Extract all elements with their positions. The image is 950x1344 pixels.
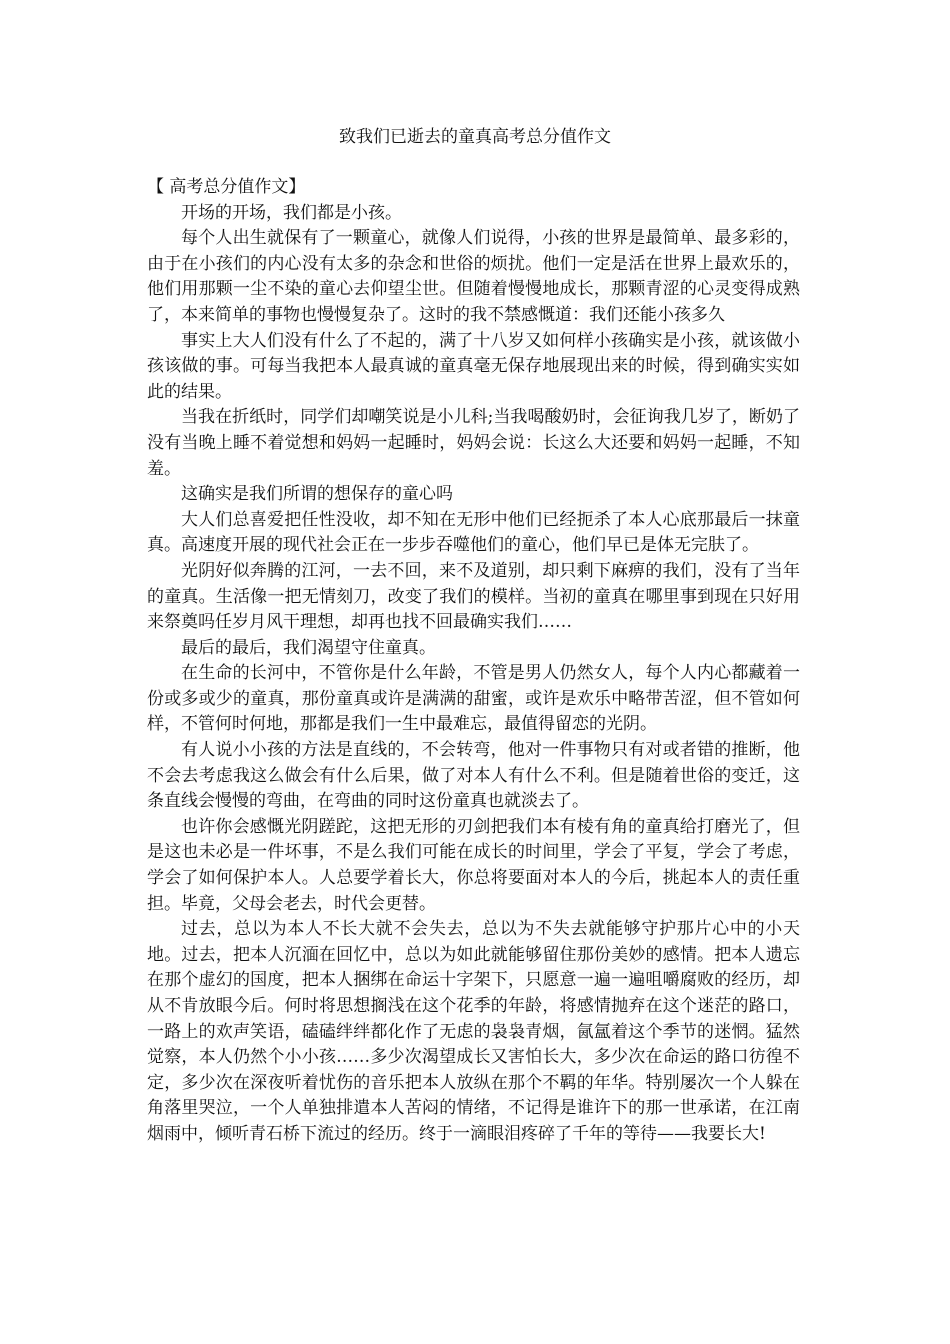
- paragraph-4: 当我在折纸时，同学们却嘲笑说是小儿科;当我喝酸奶时，会征询我几岁了，断奶了没有当晚上睡不着觉想和妈妈一起睡时，妈妈会说：长这么大还要和妈妈一起睡，不知羞。: [147, 407, 800, 479]
- paragraph-7: 光阴好似奔腾的江河，一去不回，来不及道别，却只剩下麻痹的我们，没有了当年的童真。生活像一把无情刻刀，改变了我们的模样。当初的童真在哪里事到现在只好用来祭奠吗任岁月风干理想，却再也找不回最确实我们……: [147, 560, 800, 633]
- document-title: 致我们已逝去的童真高考总分值作文: [339, 127, 611, 147]
- paragraph-10: 有人说小小孩的方法是直线的，不会转弯，他对一件事物只有对或者错的推断，他不会去考虑我这么做会有什么后果，做了对本人有什么不利。但是随着世俗的变迁，这条直线会慢慢的弯曲，在弯曲的同时这份童真也就淡去了。: [147, 740, 800, 812]
- paragraph-2: 每个人出生就保有了一颗童心，就像人们说得，小孩的世界是最简单、最多彩的，由于在小孩们的内心没有太多的杂念和世俗的烦扰。他们一定是活在世界上最欢乐的，他们用那颗一尘不染的童心去仰望尘世。但随着慢慢地成长，那颗青涩的心灵变得成熟了，本来简单的事物也慢慢复杂了。这时的我不禁感慨道：我们还能小孩多久: [147, 228, 800, 325]
- paragraph-3: 事实上大人们没有什么了不起的，满了十八岁又如何样小孩确实是小孩，就该做小孩该做的事。可每当我把本人最真诚的童真毫无保存地展现出来的时候，得到确实实如此的结果。: [147, 330, 800, 402]
- paragraph-6: 大人们总喜爱把任性没收，却不知在无形中他们已经扼杀了本人心底那最后一抹童真。高速度开展的现代社会正在一步步吞噬他们的童心，他们早已是体无完肤了。: [147, 509, 800, 556]
- paragraph-9: 在生命的长河中，不管你是什么年龄，不管是男人仍然女人，每个人内心都藏着一份或多或少的童真，那份童真或许是满满的甜蜜，或许是欢乐中略带苦涩，但不管如何样，不管何时何地，那都是我们一生中最难忘，最值得留恋的光阴。: [147, 663, 800, 735]
- paragraph-8: 最后的最后，我们渴望守住童真。: [181, 637, 436, 658]
- paragraph-12: 过去，总以为本人不长大就不会失去，总以为不失去就能够守护那片心中的小天地。过去，把本人沉湎在回忆中，总以为如此就能够留住那份美妙的感情。把本人遗忘在那个虚幻的国度，把本人捆绑在命运十字架下，只愿意一遍一遍咀嚼腐败的经历，却从不肯放眼今后。何时将思想搁浅在这个花季的年龄，将感情抛弃在这个迷茫的路口，一路上的欢声笑语，磕磕绊绊都化作了无虑的袅袅青烟，氤氲着这个季节的迷惘。猛然觉察，本人仍然个小小孩……多少次渴望成长又害怕长大，多少次在命运的路口彷徨不定，多少次在深夜听着忧伤的音乐把本人放纵在那个不羁的年华。特别屡次一个人躲在角落里哭泣，一个人单独排遣本人苦闷的情绪，不记得是谁许下的那一世承诺，在江南烟雨中，倾听青石桥下流过的经历。终于一滴眼泪疼碎了千年的等待——我要长大!: [147, 919, 800, 1144]
- section-label: 【 高考总分值作文】: [147, 177, 306, 197]
- document-body: [147, 175, 800, 1148]
- paragraph-1: 开场的开场，我们都是小孩。: [181, 202, 402, 223]
- paragraph-11: 也许你会感慨光阴蹉跎，这把无形的刃剑把我们本有棱有角的童真给打磨光了，但是这也未必是一件坏事，不是么我们可能在成长的时间里，学会了平复，学会了考虑，学会了如何保护本人。人总要学着长大，你总将要面对本人的今后，挑起本人的责任重担。毕竟，父母会老去，时代会更替。: [147, 816, 800, 914]
- paragraph-5: 这确实是我们所谓的想保存的童心吗: [181, 484, 453, 505]
